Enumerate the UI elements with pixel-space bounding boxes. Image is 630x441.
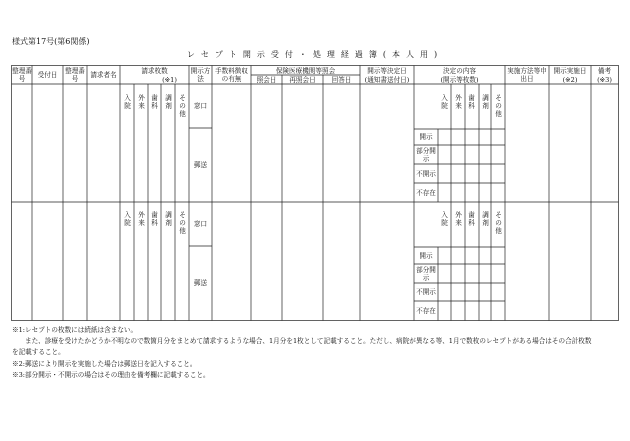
header-shokai-bi: 照会日: [256, 75, 277, 84]
method-madoguchi-1: 窓口: [193, 102, 208, 110]
header-uketsuke-bi: 受付日: [37, 71, 58, 79]
decision-fusonzai-1: 不存在: [416, 188, 436, 197]
decision-kaiji-2: 開示: [419, 251, 433, 260]
decision-shika-1: 歯科: [468, 94, 475, 110]
method-madoguchi-2: 窓口: [193, 220, 208, 228]
count-sonota-1: その他: [179, 94, 186, 118]
header-kaito-bi: 回答日: [331, 75, 352, 84]
ledger-title: レセプト開示受付・処理経過簿(本人用): [186, 50, 444, 59]
method-yuso-2: 郵送: [193, 279, 208, 287]
count-chozai-1: 調剤: [165, 94, 172, 110]
decision-bubun-kaiji-2: 部分開示: [416, 265, 436, 282]
header-hoken-shokai: 保険医療機関等照会: [275, 66, 336, 75]
header-biko: 備考: [597, 66, 612, 75]
decision-gairai-1: 外来: [455, 94, 462, 110]
form-number: 様式第17号(第6関係): [12, 37, 90, 46]
header-kaiji-kettei-bi: 開示等決定日: [367, 66, 407, 75]
footnotes: [12, 325, 622, 381]
header-kaiji-hoho: 開示方法: [190, 67, 211, 83]
header-jisshi-bi-note: (※2): [562, 75, 578, 84]
decision-chozai-1: 調剤: [482, 94, 489, 110]
header-jisshi-hoho: 実施方法等申出日: [507, 67, 547, 83]
header-tesuryo: 手数料徴収の有無: [215, 67, 248, 83]
count-chozai-2: 調剤: [165, 211, 172, 227]
header-tsuchisho-hassobi: (通知書送付日): [364, 75, 410, 84]
header-kettei-naiyo: 決定の内容: [443, 66, 476, 75]
count-shika-1: 歯科: [151, 94, 158, 110]
count-gairai-2: 外来: [138, 211, 145, 227]
decision-nyuin-2: 入院: [441, 211, 448, 227]
decision-gairai-2: 外来: [455, 211, 462, 227]
count-sonota-2: その他: [179, 211, 186, 235]
decision-bubun-kaiji-1: 部分開示: [416, 146, 436, 163]
note-1: ※1:レセプトの枚数には続紙は含まない。: [12, 326, 138, 334]
decision-nyuin-1: 入院: [441, 94, 448, 110]
count-nyuin-1: 入院: [124, 94, 131, 110]
note-1-continued-2: を記載すること。: [12, 348, 65, 357]
header-saishokai-bi: 再照会日: [289, 75, 316, 84]
count-shika-2: 歯科: [151, 211, 158, 227]
header-seikyusha-mei: 請求者名: [90, 71, 117, 79]
decision-chozai-2: 調剤: [482, 211, 489, 227]
decision-fukaiji-2: 不開示: [416, 288, 436, 296]
decision-sonota-1: その他: [495, 94, 502, 118]
count-gairai-1: 外来: [138, 94, 145, 110]
decision-kaiji-1: 開示: [419, 133, 433, 141]
method-yuso-1: 郵送: [193, 161, 208, 169]
header-biko-note: (※3): [597, 75, 612, 84]
decision-sonota-2: その他: [495, 211, 502, 235]
note-2: ※2:郵送により開示を実施した場合は郵送日を記入すること。: [12, 359, 197, 368]
note-1-continued: また、診療を受けたかどうか不明なので数箇月分をまとめて請求するような場合、1月分を1枚として記載すること。ただし、病院が異なる等、1月で数枚のレセプトがある場合はその合計枚数: [25, 337, 592, 346]
note-3: ※3:部分開示・不開示の場合はその理由を備考欄に記載すること。: [12, 370, 210, 379]
header-seiri-bango: 整理番号: [12, 67, 32, 83]
decision-fusonzai-2: 不存在: [416, 306, 436, 315]
decision-shika-2: 歯科: [468, 211, 475, 227]
header-seikyu-maisu-note: (※1): [162, 75, 177, 84]
count-nyuin-2: 入院: [124, 211, 131, 227]
header-kaiji-maisu: (開示等枚数): [440, 75, 479, 84]
header-seiri-bango-2: 整理番号: [65, 67, 85, 83]
header-jisshi-bi: 開示実施日: [553, 66, 587, 75]
decision-fukaiji-1: 不開示: [416, 169, 436, 178]
header-seikyu-maisu: 請求枚数: [141, 66, 168, 75]
